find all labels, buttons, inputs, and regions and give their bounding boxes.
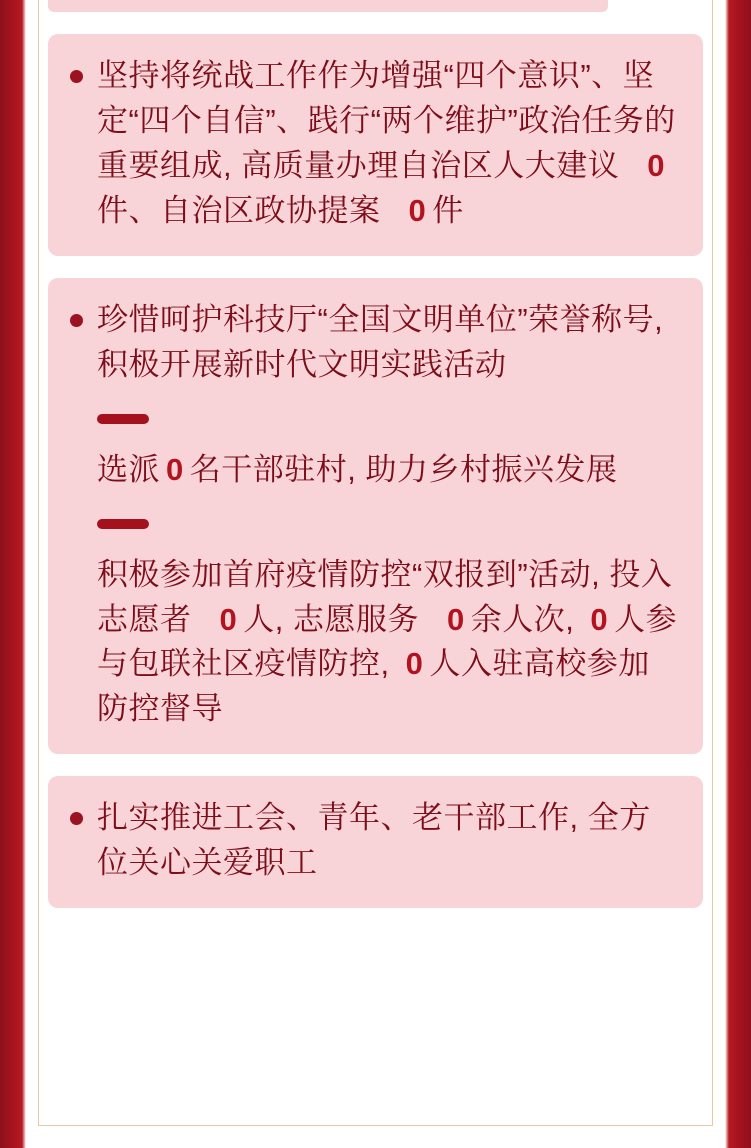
metric-value: 0 (405, 646, 424, 682)
text-segment: 人参与包联社区疫情防控, (97, 601, 678, 682)
text-segment: 名干部驻村, 助力乡村振兴发展 (189, 451, 618, 487)
metric-value: 0 (647, 147, 665, 183)
bullet-point-icon (70, 314, 83, 327)
content-column (48, 0, 703, 930)
card-united-front-work (48, 34, 703, 256)
bullet-point-icon (70, 812, 83, 825)
paragraph-epidemic-volunteers (97, 553, 681, 733)
text-segment: 积极参加首府疫情防控“双报到”活动, 投入志愿者 (97, 556, 673, 637)
bullet-row (70, 796, 681, 886)
paragraph-village-cadres (97, 448, 681, 493)
metric-value: 0 (219, 601, 238, 637)
bullet-row (70, 298, 681, 388)
paragraph-union-youth (97, 796, 681, 886)
text-segment: 件 (432, 192, 464, 228)
text-segment: 珍惜呵护科技厅“全国文明单位”荣誉称号, 积极开展新时代文明实践活动 (97, 301, 664, 382)
paragraph-united-front (97, 54, 681, 234)
metric-value: 0 (590, 601, 609, 637)
text-segment: 余人次, (470, 601, 575, 637)
section-divider (97, 519, 149, 529)
card-civilized-unit (48, 278, 703, 755)
previous-card-bottom-edge (48, 0, 608, 12)
text-segment: 人, 志愿服务 (243, 601, 419, 637)
sub-block-epidemic (97, 519, 681, 733)
text-segment: 坚持将统战工作作为增强“四个意识”、坚定“四个自信”、践行“两个维护”政治任务的重要组成, 高质量办理自治区人大建议 (97, 58, 676, 183)
bullet-point-icon (70, 70, 83, 83)
card-union-youth-veterans (48, 776, 703, 908)
paragraph-civilized-unit (97, 298, 681, 388)
text-segment: 件、自治区政协提案 (97, 192, 381, 228)
metric-value: 0 (446, 601, 465, 637)
section-divider (97, 414, 149, 424)
sub-block-village (97, 414, 681, 493)
metric-value: 0 (166, 451, 184, 487)
text-segment: 扎实推进工会、青年、老干部工作, 全方位关心关爱职工 (97, 800, 651, 881)
text-segment: 人入驻高校参加防控督导 (97, 646, 650, 727)
text-segment: 选派 (97, 451, 160, 487)
bullet-row (70, 54, 681, 234)
metric-value: 0 (408, 192, 427, 228)
